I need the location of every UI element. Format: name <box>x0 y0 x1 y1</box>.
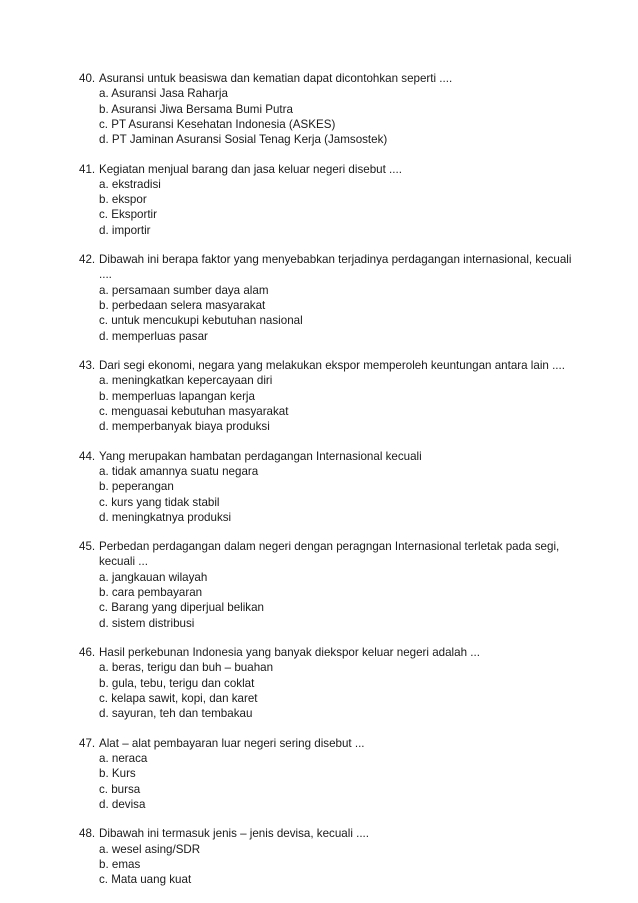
answer-option: a. neraca <box>99 751 148 765</box>
answer-option: b. cara pembayaran <box>99 586 203 600</box>
answer-option: a. tidak amannya suatu negara <box>99 464 259 478</box>
answer-option: c. kurs yang tidak stabil <box>99 495 220 509</box>
answer-option: d. PT Jaminan Asuransi Sosial Tenag Kerja (Jamsostek) <box>99 133 388 147</box>
question-body <box>99 252 579 344</box>
question-text: Dari segi ekonomi, negara yang melakukan ekspor memperoleh keuntungan antara lain .... <box>99 359 565 373</box>
answer-option: a. meningkatkan kepercayaan diri <box>99 374 273 388</box>
question-number: 48. <box>79 827 96 841</box>
answer-option: b. Asuransi Jiwa Bersama Bumi Putra <box>99 102 293 116</box>
question-text: Asuransi untuk beasiswa dan kematian dapat dicontohkan seperti .... <box>99 72 453 85</box>
question-body <box>99 358 579 434</box>
question-list <box>79 71 579 902</box>
question-number: 47. <box>79 736 96 750</box>
question-item <box>79 539 579 631</box>
answer-option: a. beras, terigu dan buh – buahan <box>99 661 274 675</box>
answer-option: d. devisa <box>99 797 146 811</box>
question-text: Perbedan perdagangan dalam negeri dengan peragngan Internasional terletak pada segi, kecuali ... <box>99 540 560 569</box>
answer-option: d. sistem distribusi <box>99 616 195 630</box>
answer-option: d. meningkatnya produksi <box>99 510 232 524</box>
question-number: 46. <box>79 646 96 660</box>
answer-option: a. wesel asing/SDR <box>99 842 201 856</box>
question-text: Hasil perkebunan Indonesia yang banyak diekspor keluar negeri adalah ... <box>99 646 480 660</box>
question-text: Dibawah ini berapa faktor yang menyebabkan terjadinya perdagangan internasional, kecuali .... <box>99 253 572 282</box>
question-item <box>79 449 579 525</box>
question-number: 41. <box>79 162 96 176</box>
answer-option: c. kelapa sawit, kopi, dan karet <box>99 691 258 705</box>
answer-option: c. PT Asuransi Kesehatan Indonesia (ASKES) <box>99 117 336 131</box>
answer-option: b. perbedaan selera masyarakat <box>99 299 266 313</box>
answer-option: d. memperbanyak biaya produksi <box>99 420 270 434</box>
answer-option: c. Eksportir <box>99 208 157 222</box>
question-body <box>99 162 579 238</box>
answer-option: a. persamaan sumber daya alam <box>99 283 269 297</box>
answer-option: b. memperluas lapangan kerja <box>99 389 255 403</box>
answer-option: d. memperluas pasar <box>99 329 208 343</box>
question-number: 44. <box>79 449 96 463</box>
question-text: Alat – alat pembayaran luar negeri sering disebut ... <box>99 736 365 750</box>
answer-option: b. peperangan <box>99 480 174 494</box>
question-body <box>99 826 579 887</box>
answer-option: b. ekspor <box>99 193 147 207</box>
answer-option: a. Asuransi Jasa Raharja <box>99 87 228 101</box>
answer-option: b. Kurs <box>99 767 136 781</box>
answer-option: c. bursa <box>99 782 141 796</box>
answer-option: a. jangkauan wilayah <box>99 570 208 584</box>
answer-option: c. untuk mencukupi kebutuhan nasional <box>99 314 303 328</box>
question-item <box>79 162 579 238</box>
question-text: Dibawah ini termasuk jenis – jenis devisa, kecuali .... <box>99 827 370 841</box>
answer-option: a. ekstradisi <box>99 177 161 191</box>
question-number: 43. <box>79 359 96 373</box>
answer-option: b. emas <box>99 857 141 871</box>
answer-option: d. importir <box>99 223 151 237</box>
question-number: 45. <box>79 540 96 554</box>
question-number: 40. <box>79 72 96 85</box>
answer-option: c. Mata uang kuat <box>99 873 192 887</box>
answer-option: b. gula, tebu, terigu dan coklat <box>99 676 255 690</box>
question-item <box>79 736 579 812</box>
question-body <box>99 71 579 147</box>
answer-option: c. menguasai kebutuhan masyarakat <box>99 404 289 418</box>
question-item <box>79 645 579 721</box>
answer-option: d. sayuran, teh dan tembakau <box>99 707 253 721</box>
question-item <box>79 358 579 434</box>
question-number: 42. <box>79 253 96 267</box>
question-body <box>99 539 579 631</box>
question-item <box>79 71 579 147</box>
question-item <box>79 252 579 344</box>
answer-option: c. Barang yang diperjual belikan <box>99 601 264 615</box>
question-text: Kegiatan menjual barang dan jasa keluar negeri disebut .... <box>99 162 402 176</box>
question-text: Yang merupakan hambatan perdagangan Internasional kecuali <box>99 449 422 463</box>
question-item <box>79 826 579 887</box>
question-body <box>99 736 579 812</box>
question-body <box>99 645 579 721</box>
question-body <box>99 449 579 525</box>
